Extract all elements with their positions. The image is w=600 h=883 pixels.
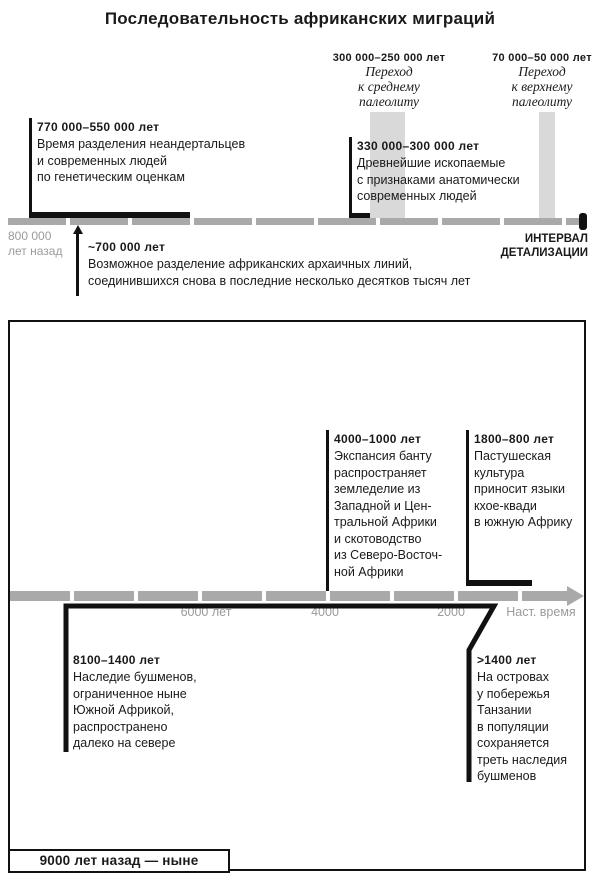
transition-label-middle-paleolithic bbox=[314, 52, 464, 109]
event-range: 8100–1400 лет bbox=[73, 653, 161, 667]
detail-interval-marker bbox=[579, 213, 587, 230]
tick-4000: 4000 bbox=[311, 605, 339, 619]
event-text: Древнейшие ископаемые с признаками анатомически современных людей bbox=[357, 156, 520, 203]
event-text: Пастушеская культура приносит языки кхое-квади в южную Африку bbox=[474, 449, 573, 529]
event-earliest-fossils bbox=[357, 139, 520, 205]
event-leader-line bbox=[326, 430, 329, 591]
transition-range: 70 000–50 000 лет bbox=[492, 52, 592, 64]
tick-present: Наст. время bbox=[506, 605, 576, 619]
detail-timeline-axis bbox=[10, 591, 568, 601]
axis-start-label: 800 000 лет назад bbox=[8, 229, 63, 258]
event-pastoral-culture bbox=[474, 432, 572, 531]
detail-interval-label: ИНТЕРВАЛ ДЕТАЛИЗАЦИИ bbox=[500, 233, 588, 259]
event-range: ~700 000 лет bbox=[88, 240, 166, 254]
event-range: >1400 лет bbox=[477, 653, 537, 667]
event-interval-bar bbox=[466, 580, 532, 586]
event-leader-line bbox=[29, 118, 32, 213]
detail-caption: 9000 лет назад — ныне bbox=[8, 849, 230, 873]
event-text: Наследие бушменов, ограниченное ныне Южной Африкой, распространено далеко на севере bbox=[73, 670, 197, 750]
tick-2000: 2000 bbox=[437, 605, 465, 619]
event-neanderthal-split bbox=[37, 120, 245, 186]
event-leader-line bbox=[466, 430, 469, 581]
tick-6000: 6000 лет bbox=[180, 605, 232, 619]
event-text: Время разделения неандертальцев и современных людей по генетическим оценкам bbox=[37, 137, 246, 184]
upper-paleolithic-band bbox=[539, 112, 555, 225]
event-archaic-lineages-split bbox=[88, 240, 470, 289]
event-range: 770 000–550 000 лет bbox=[37, 120, 160, 134]
transition-text: Переход к среднему палеолиту bbox=[358, 64, 420, 109]
event-tanzania-islands bbox=[477, 653, 567, 785]
event-text: Экспансия банту распространяет земледелие из Западной и Цен- тральной Африки и скотоводство из Северо-Восточ- ной Африки bbox=[334, 449, 443, 579]
event-text: Возможное разделение африканских архаичных линий, соединившихся снова в последние несколько десятков тысяч лет bbox=[88, 257, 471, 288]
event-bushmen-heritage bbox=[73, 653, 197, 752]
page-title: Последовательность африканских миграций bbox=[104, 9, 496, 28]
event-range: 1800–800 лет bbox=[474, 432, 555, 446]
arrowhead-right-icon bbox=[567, 586, 584, 606]
event-text: На островах у побережья Танзании в популяции сохраняется треть наследия бушменов bbox=[477, 670, 568, 783]
top-timeline-axis bbox=[8, 218, 580, 225]
transition-text: Переход к верхнему палеолиту bbox=[511, 64, 573, 109]
transition-range: 300 000–250 000 лет bbox=[332, 52, 446, 64]
event-leader-line bbox=[76, 232, 79, 296]
event-range: 4000–1000 лет bbox=[334, 432, 422, 446]
transition-label-upper-paleolithic bbox=[472, 52, 600, 109]
event-bantu-expansion bbox=[334, 432, 442, 580]
event-range: 330 000–300 000 лет bbox=[357, 139, 480, 153]
event-leader-line bbox=[349, 137, 352, 213]
